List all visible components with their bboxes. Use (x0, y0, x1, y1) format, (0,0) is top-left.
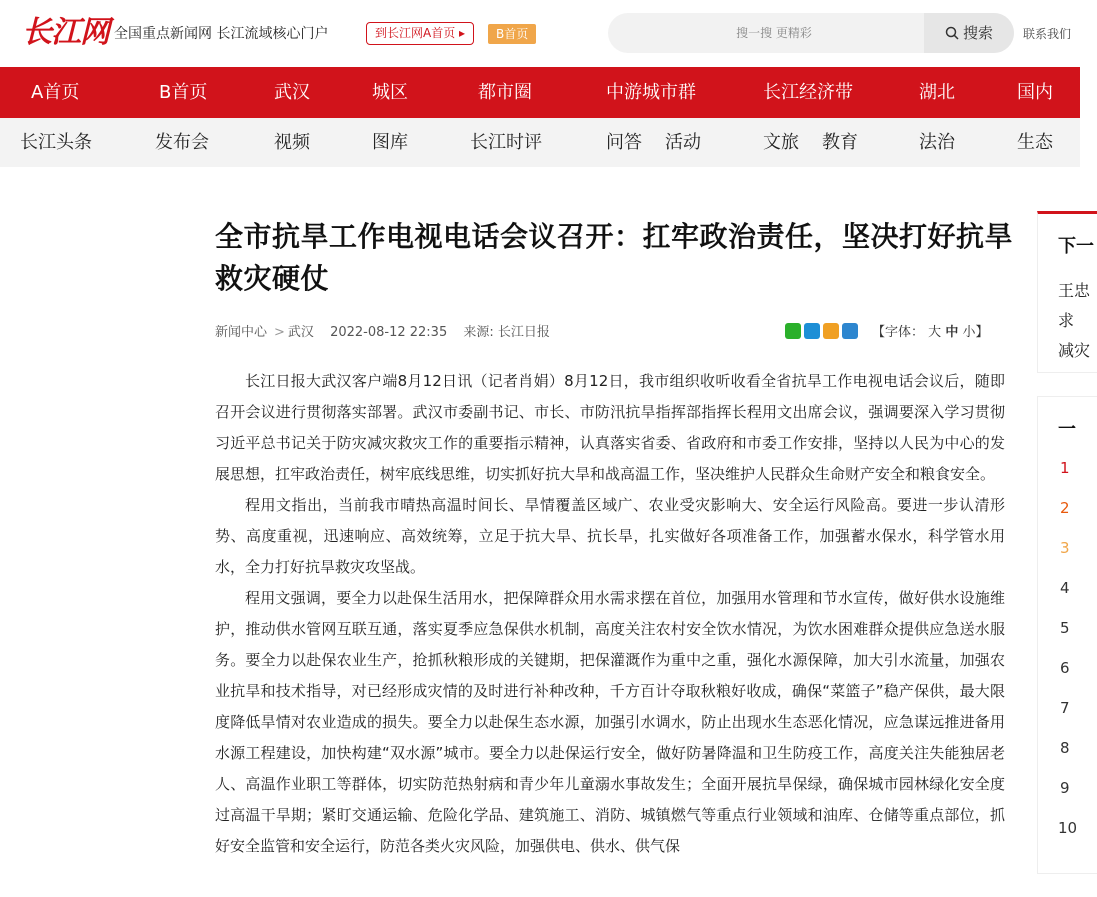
search-box (608, 13, 1014, 53)
nav-item-domestic[interactable]: 国内 (1017, 82, 1053, 103)
rank-number: 6 (1060, 659, 1070, 677)
article-paragraph: 程用文指出，当前我市晴热高温时间长、旱情覆盖区域广、农业受灾影响大、安全运行风险高。要进一步认清形势、高度重视，迅速响应、高效统筹，立足于抗大旱、抗长旱，扎实做好各项准备工作，加强蓄水保水，科学管水用水，全力打好抗旱救灾攻坚战。 (215, 496, 1005, 576)
article-paragraph: 长江日报大武汉客户端8月12日讯（记者肖娟）8月12日，我市组织收听收看全省抗旱工作电视电话会议后，随即召开会议进行贯彻落实部署。武汉市委副书记、市长、市防汛抗旱指挥部指挥长程用文出席会议，强调要深入学习贯彻习近平总书记关于防灾减灾救灾工作的重要指示精神，认真落实省委、省政府和市委工作安排，坚持以人民为中心的发展思想，扛牢政治责任，树牢底线思维，切实抓好抗大旱和战高温工作，坚决维护人民群众生命财产安全和粮食安全。 (215, 372, 1005, 483)
sidebar-next-heading: 下一 (1058, 236, 1094, 257)
nav-item-qa[interactable]: 问答 (606, 132, 642, 153)
rank-number: 8 (1060, 739, 1070, 757)
breadcrumb-separator: > (274, 325, 285, 340)
nav-item-a-home[interactable]: A首页 (31, 82, 80, 103)
rank-number: 10 (1058, 819, 1078, 837)
nav-item-metro[interactable]: 都市圈 (478, 82, 532, 103)
article-meta (215, 321, 554, 340)
top-header (0, 0, 1080, 67)
font-size-end: 】 (975, 325, 989, 340)
rank-number: 2 (1060, 499, 1070, 517)
font-size-label: 【字体： (872, 325, 925, 340)
search-icon (945, 26, 959, 40)
goto-a-home-button[interactable]: 到长江网A首页 ▸ (366, 22, 474, 45)
nav-item-video[interactable]: 视频 (274, 132, 310, 153)
sidebar-ranking-heading: 一 (1058, 419, 1076, 440)
qzone-icon[interactable] (823, 323, 839, 339)
site-logo[interactable]: 长江网 (22, 15, 109, 50)
weibo-icon[interactable] (842, 323, 858, 339)
primary-nav (0, 67, 1080, 118)
nav-item-economic-belt[interactable]: 长江经济带 (763, 82, 853, 103)
sidebar-next-line[interactable]: 王忠 (1058, 281, 1091, 300)
article-title: 全市抗旱工作电视电话会议召开：扛牢政治责任，坚决打好抗旱救灾硬仗 (215, 220, 1014, 295)
article-body (215, 366, 1005, 862)
nav-item-education[interactable]: 教育 (822, 132, 858, 153)
nav-item-headlines[interactable]: 长江头条 (20, 132, 92, 153)
sidebar-ranking (1037, 396, 1097, 874)
wechat-icon[interactable] (785, 323, 801, 339)
b-home-button[interactable]: B首页 (488, 24, 536, 44)
secondary-nav (0, 118, 1080, 167)
nav-item-hubei[interactable]: 湖北 (919, 82, 955, 103)
rank-number: 4 (1060, 579, 1070, 597)
rank-number: 3 (1060, 539, 1070, 557)
font-size-control (872, 321, 989, 340)
font-large-button[interactable]: 大 (928, 325, 942, 340)
article-datetime: 2022-08-12 22:35 (330, 325, 448, 340)
nav-item-events[interactable]: 活动 (665, 132, 701, 153)
nav-item-culture-travel[interactable]: 文旅 (763, 132, 799, 153)
nav-item-b-home[interactable]: B首页 (159, 82, 208, 103)
sidebar-next-line[interactable]: 减灾 (1058, 341, 1091, 360)
rank-number: 5 (1060, 619, 1070, 637)
breadcrumb-news-center[interactable]: 新闻中心 (215, 325, 268, 340)
article-source: 来源: 长江日报 (463, 325, 550, 340)
nav-item-midstream[interactable]: 中游城市群 (606, 82, 696, 103)
search-input[interactable] (618, 13, 930, 53)
rank-number: 9 (1060, 779, 1070, 797)
share-bar (785, 320, 861, 338)
sidebar-next-line[interactable]: 求 (1058, 311, 1075, 330)
search-button-label: 搜索 (962, 24, 993, 42)
article-paragraph: 程用文强调，要全力以赴保生活用水，把保障群众用水需求摆在首位，加强用水管理和节水宣传，做好供水设施维护，推动供水管网互联互通，落实夏季应急保供水机制，高度关注农村安全饮水情况，为饮水困难群众提供应急送水服务。要全力以赴保农业生产，抢抓秋粮形成的关键期，把保灌溉作为重中之重，强化水源保障，加大引水流量，加强农业抗旱和技术指导，对已经形成灾情的及时进行补种改种，千方百计夺取秋粮好收成，确保“菜篮子”稳产保供，最大限度降低旱情对农业造成的损失。要全力以赴保生态水源，加强引水调水，防止出现水生态恶化情况，应急谋远推进备用水源工程建设，加快构建“双水源”城市。要全力以赴保运行安全，做好防暑降温和卫生防疫工作，高度关注失能独居老人、高温作业职工等群体，切实防范热射病和青少年儿童溺水事故发生；全面开展抗旱保绿，确保城市园林绿化安全度过高温干旱期；紧盯交通运输、危险化学品、建筑施工、消防、城镇燃气等重点行业领域和油库、仓储等重点部位，抓好安全监管和安全运行，防范各类火灾风险，加强供电、供水、供气保 (215, 589, 1005, 855)
site-slogan: 全国重点新闻网 长江流域核心门户 (114, 26, 329, 42)
rank-number: 7 (1060, 699, 1070, 717)
nav-item-wuhan[interactable]: 武汉 (274, 82, 310, 103)
contact-link[interactable]: 联系我们 (1023, 27, 1072, 41)
nav-item-gallery[interactable]: 图库 (372, 132, 408, 153)
nav-item-commentary[interactable]: 长江时评 (470, 132, 542, 153)
search-button[interactable] (924, 13, 1014, 53)
nav-item-districts[interactable]: 城区 (372, 82, 408, 103)
font-medium-button[interactable]: 中 (945, 325, 959, 340)
breadcrumb-wuhan[interactable]: 武汉 (287, 325, 314, 340)
font-small-button[interactable]: 小 (962, 325, 976, 340)
qq-icon[interactable] (804, 323, 820, 339)
nav-item-press[interactable]: 发布会 (155, 132, 209, 153)
sidebar-next-article (1037, 211, 1097, 373)
rank-number: 1 (1060, 459, 1070, 477)
nav-item-ecology[interactable]: 生态 (1017, 132, 1053, 153)
nav-item-law[interactable]: 法治 (919, 132, 955, 153)
